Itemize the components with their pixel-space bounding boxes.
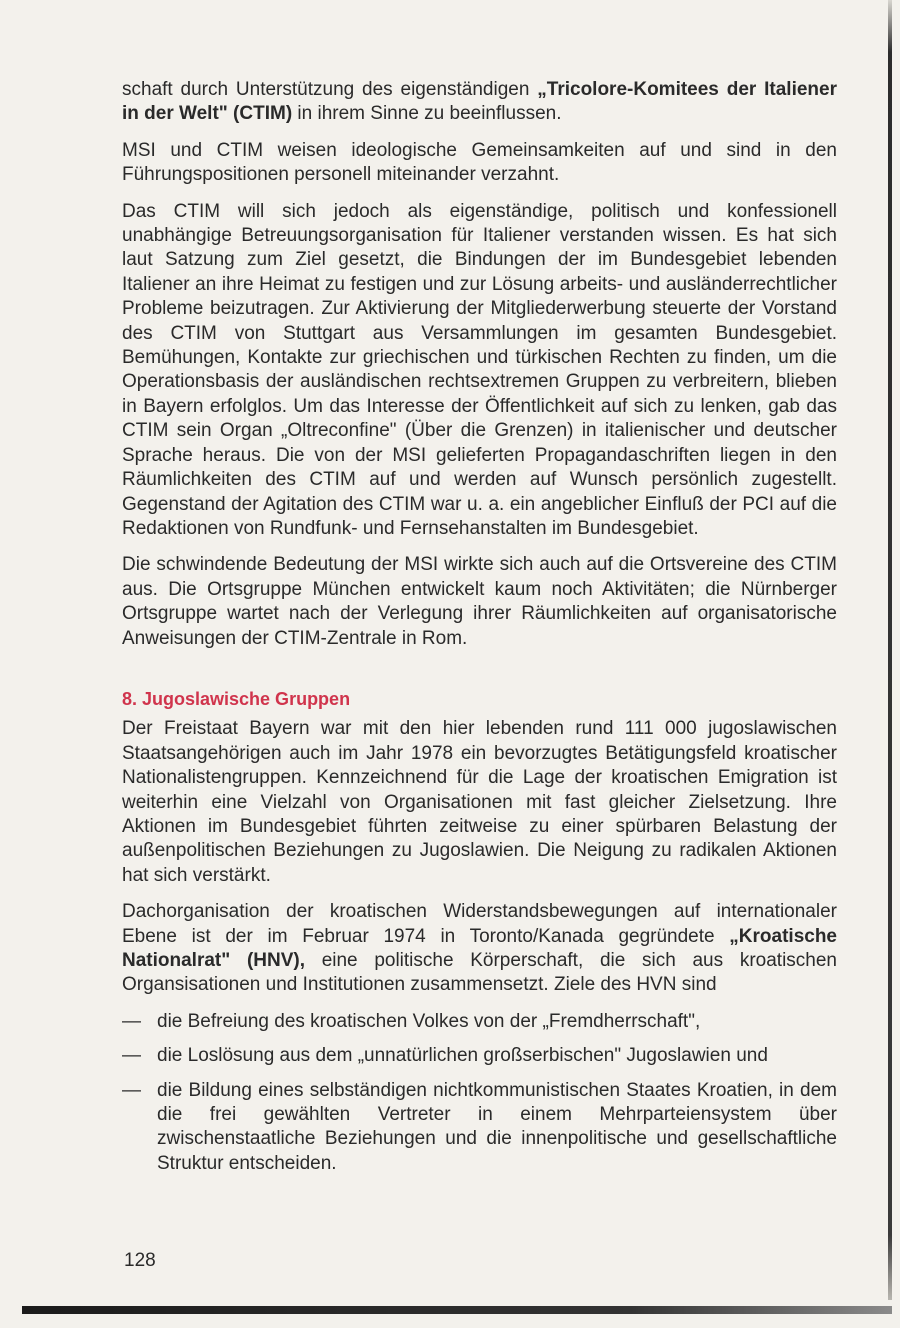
list-item: — die Loslösung aus dem „unnatürlichen großserbischen" Jugoslawien und <box>122 1044 837 1068</box>
paragraph-hnv: Dachorganisation der kroatischen Widerstandsbewegungen auf internationaler Ebene ist der im Februar 1974 in Toronto/Kanada gegründete „Kroatische Nationalrat" (HNV), eine politische Körperschaft, die sich aus kroatischen Organsisationen und Institutionen zusammensetzt. Ziele des HVN sind <box>122 901 837 996</box>
paragraph-ctim-intro: schaft durch Unterstützung des eigenständigen „Tricolore-Komitees der Italiener in der Welt" (CTIM) in ihrem Sinne zu beeinflussen. <box>122 79 837 125</box>
list-item: — die Bildung eines selbständigen nichtkommunistischen Staates Kroatien, in dem die frei gewählten Vertreter in einem Mehrparteiensystem über zwischenstaatliche Beziehungen und die innenpolitische und gesellschaftliche Struktur entscheiden. <box>122 1079 837 1174</box>
page-edge-shadow-bottom <box>22 1306 892 1314</box>
paragraph-msi-ctim: MSI und CTIM weisen ideologische Gemeinsamkeiten auf und sind in den Führungspositionen personell miteinander verzahnt. <box>122 139 837 186</box>
dash-bullet: — <box>122 1079 141 1101</box>
page-number: 128 <box>124 1250 156 1271</box>
page-content <box>122 78 837 1186</box>
page-edge-shadow-right <box>888 0 892 1300</box>
dash-bullet: — <box>122 1045 141 1067</box>
ctim-term: „Tricolore-Komitees der Italiener in der Welt" (CTIM) <box>122 79 837 125</box>
hnv-goals-list <box>122 1010 837 1176</box>
paragraph-ctim-decline: Die schwindende Bedeutung der MSI wirkte sich auch auf die Ortsvereine des CTIM aus. Die Ortsgruppe München entwickelt kaum noch Aktivitäten; die Nürnberger Ortsgruppe wartet nach der Verlegung ihrer Räumlichkeiten auf organisatorische Anweisungen der CTIM-Zentrale in Rom. <box>122 554 837 649</box>
list-item: — die Befreiung des kroatischen Volkes von der „Fremdherrschaft", <box>122 1010 837 1034</box>
paragraph-ctim-goals: Das CTIM will sich jedoch als eigenständige, politisch und konfessionell unabhängige Betreuungsorganisation für Italiener verstanden wissen. Es hat sich laut Satzung zum Ziel gesetzt, die Bindungen der im Bundesgebiet lebenden Italiener an ihre Heimat zu festigen und zur Lösung arbeits- und ausländerrechtlicher Probleme beizutragen. Zur Aktivierung der Mitgliederwerbung steuerte der Vorstand des CTIM von Stuttgart aus Versammlungen im gesamten Bundesgebiet. Bemühungen, Kontakte zur griechischen und türkischen Rechten zu finden, um die Operationsbasis der ausländischen rechtsextremen Gruppen zu verbreitern, blieben in Bayern erfolglos. Um das Interesse der Öffentlichkeit auf sich zu lenken, gab das CTIM sein Organ „Oltreconfine" (Über die Grenzen) in italienischer und deutscher Sprache heraus. Die von der MSI gelieferten Propagandaschriften liegen in den Räumlichkeiten des CTIM auf und werden auf Wunsch persönlich zugestellt. Gegenstand der Agitation des CTIM war u. a. ein angeblicher Einfluß der PCI auf die Redaktionen von Rundfunk- und Fernsehanstalten im Bundesgebiet. <box>122 200 837 539</box>
section-heading: 8. Jugoslawische Gruppen <box>122 688 351 709</box>
paragraph-yugoslav-groups: Der Freistaat Bayern war mit den hier lebenden rund 111 000 jugoslawischen Staatsangehörigen auch im Jahr 1978 ein bevorzugtes Betätigungsfeld kroatischer Nationalistengruppen. Kennzeichnend für die Lage der kroatischen Emigration ist weiterhin eine Vielzahl von Organisationen mit fast gleicher Zielsetzung. Ihre Aktionen im Bundesgebiet führten zeitweise zu einer spürbaren Belastung der außenpolitischen Beziehungen zu Jugoslawien. Die Neigung zu radikalen Aktionen hat sich verstärkt. <box>122 718 837 886</box>
hnv-term: „Kroatische Nationalrat" (HNV), <box>122 925 837 971</box>
dash-bullet: — <box>122 1010 141 1032</box>
